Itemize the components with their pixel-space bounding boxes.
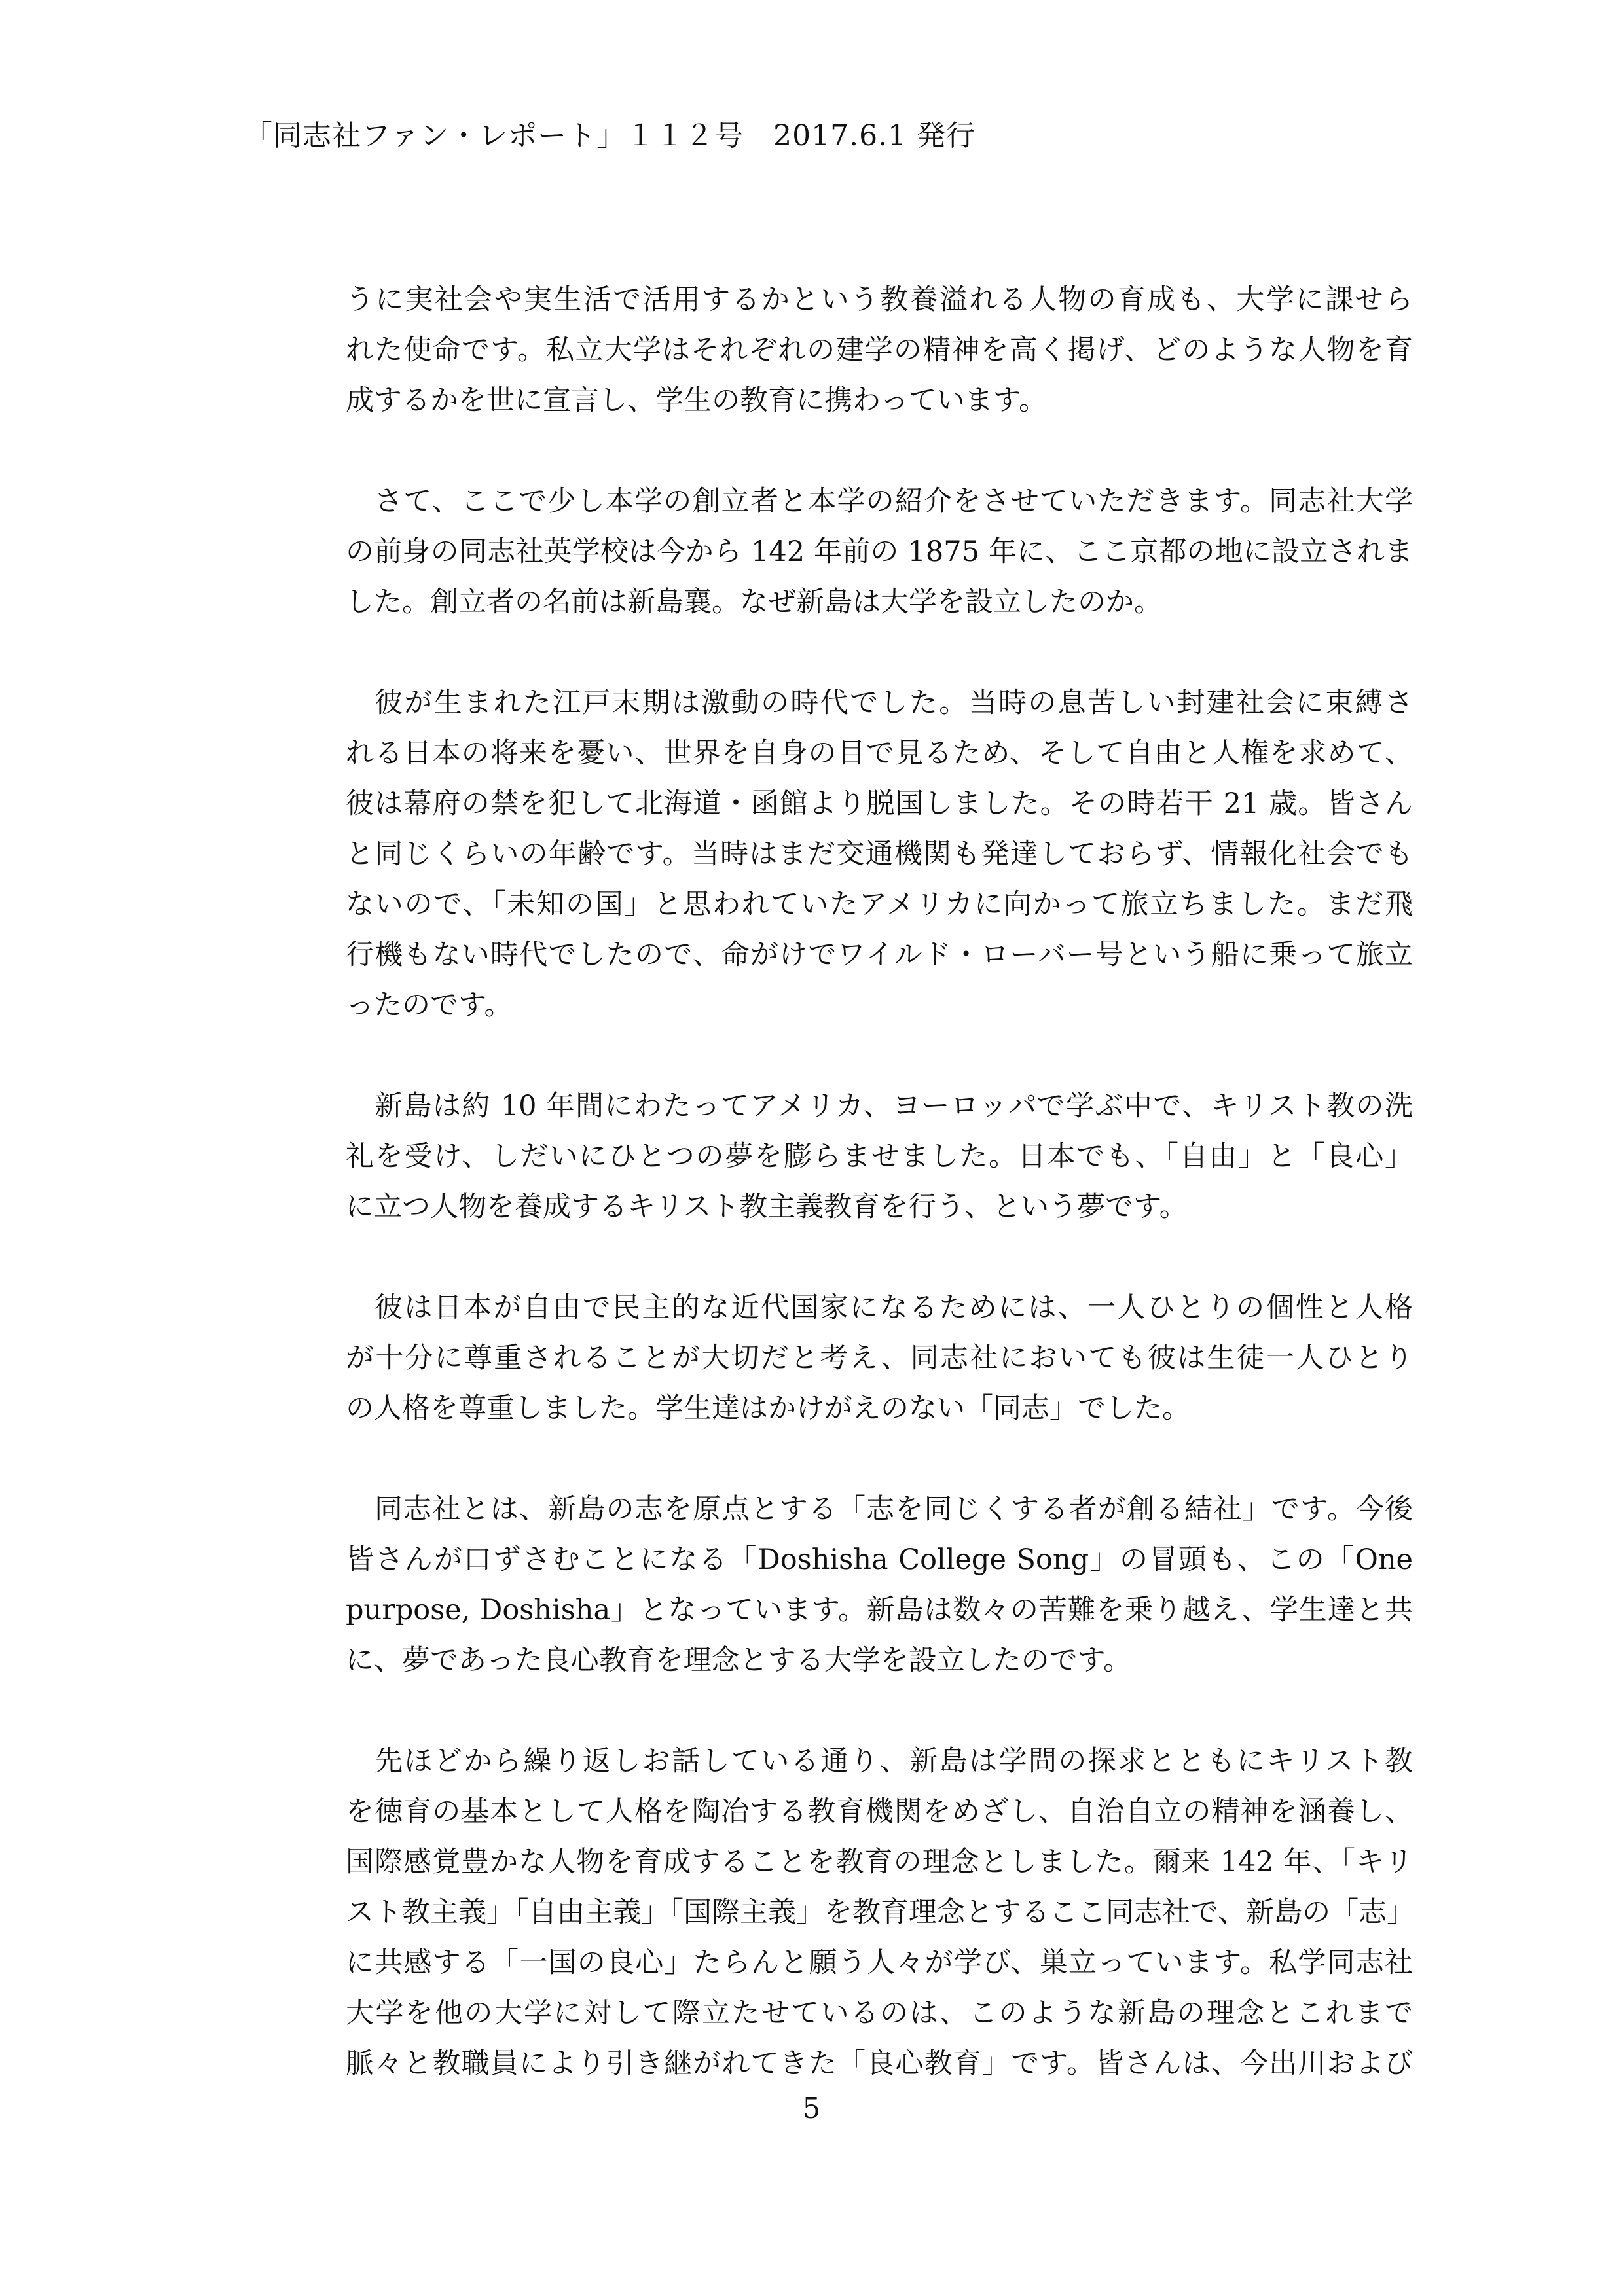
text-line: 彼が生まれた江戸末期は激動の時代でした。当時の息苦しい封建社会に束縛さ (374, 687, 1413, 719)
text-line: 礼を受け、しだいにひとつの夢を膨らませました。日本でも、「自由」と「良心」 (346, 1140, 1413, 1173)
text-line: 成するかを世に宣言し、学生の教育に携わっています。 (346, 384, 1048, 417)
text-line: 国際感覚豊かな人物を育成することを教育の理念としました。爾来 142 年、「キリ (346, 1846, 1413, 1878)
text-line: れた使命です。私立大学はそれぞれの建学の精神を高く掲げ、どのような人物を育 (346, 334, 1413, 367)
paragraph-gap (346, 426, 1413, 476)
text-line: スト教主義」「自由主義」「国際主義」を教育理念とするここ同志社で、新島の「志」 (346, 1896, 1415, 1929)
article-body (346, 275, 1413, 2089)
paragraph (346, 275, 1413, 426)
paragraph (346, 678, 1413, 1031)
page-number: 5 (802, 2092, 821, 2125)
text-line: が十分に尊重されることが大切だと考え、同志社においても彼は生徒一人ひとり (346, 1342, 1413, 1374)
text-line: 行機もない時代でしたので、命がけでワイルド・ローバー号という船に乗って旅立 (346, 939, 1413, 971)
text-line: の前身の同志社英学校は今から 142 年前の 1875 年に、ここ京都の地に設立されま (346, 535, 1413, 568)
text-line: に、夢であった良心教育を理念とする大学を設立したのです。 (346, 1644, 1132, 1677)
text-line: に共感する「一国の良心」たらんと願う人々が学び、巣立っています。私学同志社 (346, 1946, 1413, 1979)
text-line: 皆さんが口ずさむことになる「Doshisha College Song」の冒頭も、この「One (346, 1543, 1413, 1576)
paragraph (346, 1283, 1413, 1434)
text-line: 彼は幕府の禁を犯して北海道・函館より脱国しました。その時若干 21 歳。皆さん (346, 787, 1413, 820)
text-line: に立つ人物を養成するキリスト教主義教育を行う、という夢です。 (346, 1191, 1188, 1223)
paragraph-gap (346, 1031, 1413, 1081)
text-line: purpose, Doshisha」となっています。新島は数々の苦難を乗り越え、学生達と共 (346, 1594, 1413, 1626)
text-line: ったのです。 (346, 989, 513, 1022)
text-line: 彼は日本が自由で民主的な近代国家になるためには、一人ひとりの個性と人格 (374, 1291, 1413, 1324)
paragraph (346, 1081, 1413, 1232)
paragraph (346, 1484, 1413, 1686)
text-line: うに実社会や実生活で活用するかという教養溢れる人物の育成も、大学に課せら (346, 283, 1413, 316)
paragraph (346, 476, 1413, 628)
text-line: 先ほどから繰り返しお話している通り、新島は学問の探求とともにキリスト教 (374, 1745, 1413, 1778)
paragraph-gap (346, 628, 1413, 678)
text-line: の人格を尊重しました。学生達はかけがえのない「同志」でした。 (346, 1392, 1190, 1425)
text-line: さて、ここで少し本学の創立者と本学の紹介をさせていただきます。同志社大学 (374, 485, 1413, 518)
paragraph (346, 1736, 1413, 2089)
text-line: 大学を他の大学に対して際立たせているのは、このような新島の理念とこれまで (346, 1997, 1413, 2030)
paragraph-gap (346, 1232, 1413, 1283)
text-line: 脈々と教職員により引き継がれてきた「良心教育」です。皆さんは、今出川および (346, 2047, 1413, 2080)
text-line: した。創立者の名前は新島襄。なぜ新島は大学を設立したのか。 (346, 586, 1162, 619)
text-line: 新島は約 10 年間にわたってアメリカ、ヨーロッパで学ぶ中で、キリスト教の洗 (374, 1090, 1413, 1122)
text-line: れる日本の将来を憂い、世界を自身の目で見るため、そして自由と人権を求めて、 (346, 737, 1413, 770)
text-line: と同じくらいの年齢です。当時はまだ交通機関も発達しておらず、情報化社会でも (346, 838, 1413, 870)
publication-header: 「同志社ファン・レポート」１１２号 2017.6.1 発行 (244, 119, 976, 152)
text-line: ないので、「未知の国」と思われていたアメリカに向かって旅立ちました。まだ飛 (346, 888, 1413, 921)
text-line: を徳育の基本として人格を陶冶する教育機関をめざし、自治自立の精神を涵養し、 (346, 1795, 1413, 1828)
paragraph-gap (346, 1434, 1413, 1484)
text-line: 同志社とは、新島の志を原点とする「志を同じくする者が創る結社」です。今後 (374, 1493, 1413, 1526)
paragraph-gap (346, 1686, 1413, 1736)
